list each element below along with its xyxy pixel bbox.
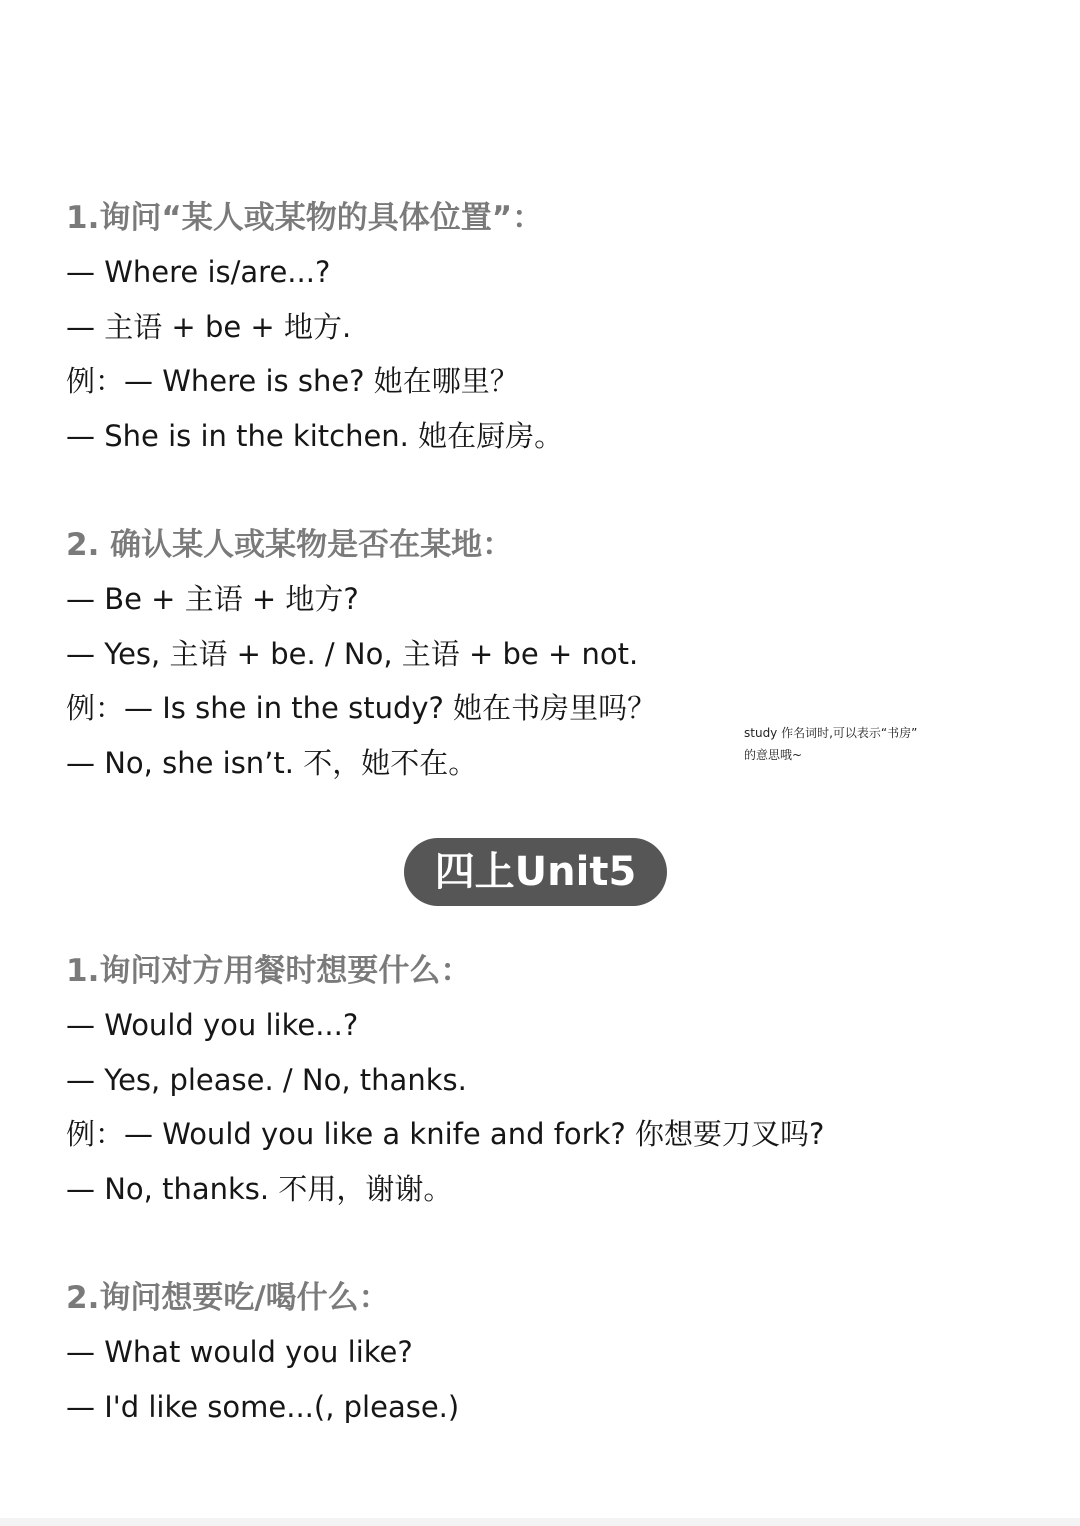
- example-line: 例：— Is she in the study? 她在书房里吗？: [66, 691, 657, 725]
- side-note-line: study 作名词时,可以表示“书房”: [744, 726, 918, 740]
- section-heading: 1.询问对方用餐时想要什么：: [66, 953, 472, 989]
- pattern-line: — Yes, 主语 + be. / No, 主语 + be + not.: [66, 636, 639, 671]
- example-line: — No, thanks. 不用，谢谢。: [66, 1171, 453, 1206]
- pattern-line: — Yes, please. / No, thanks.: [66, 1062, 467, 1097]
- section-location-question: [66, 191, 1026, 463]
- pattern-line: — I'd like some...(, please.): [66, 1389, 460, 1424]
- section-food-drink-question: [66, 1271, 1026, 1434]
- example-line: 例：— Would you like a knife and fork? 你想要刀叉吗?: [66, 1117, 825, 1151]
- section-heading: 2. 确认某人或某物是否在某地：: [66, 527, 514, 563]
- pattern-line: — Where is/are...?: [66, 255, 331, 289]
- example-line: — She is in the kitchen. 她在厨房。: [66, 418, 564, 453]
- unit-banner: 四上Unit5: [404, 838, 667, 906]
- pattern-line: — 主语 + be + 地方.: [66, 309, 352, 344]
- section-heading: 2.询问想要吃/喝什么：: [66, 1280, 390, 1316]
- side-note-line: 的意思哦~: [744, 748, 803, 762]
- pattern-line: — Be + 主语 + 地方?: [66, 582, 359, 616]
- example-line: — No, she isn’t. 不，她不在。: [66, 745, 478, 780]
- section-heading: 1.询问“某人或某物的具体位置”：: [66, 200, 544, 236]
- page-bottom-edge: [0, 1518, 1080, 1526]
- example-line: 例：— Where is she? 她在哪里？: [66, 364, 519, 398]
- section-meal-offer: [66, 944, 1026, 1216]
- side-note: [744, 722, 917, 766]
- pattern-line: — Would you like...?: [66, 1008, 359, 1042]
- pattern-line: — What would you like?: [66, 1335, 413, 1369]
